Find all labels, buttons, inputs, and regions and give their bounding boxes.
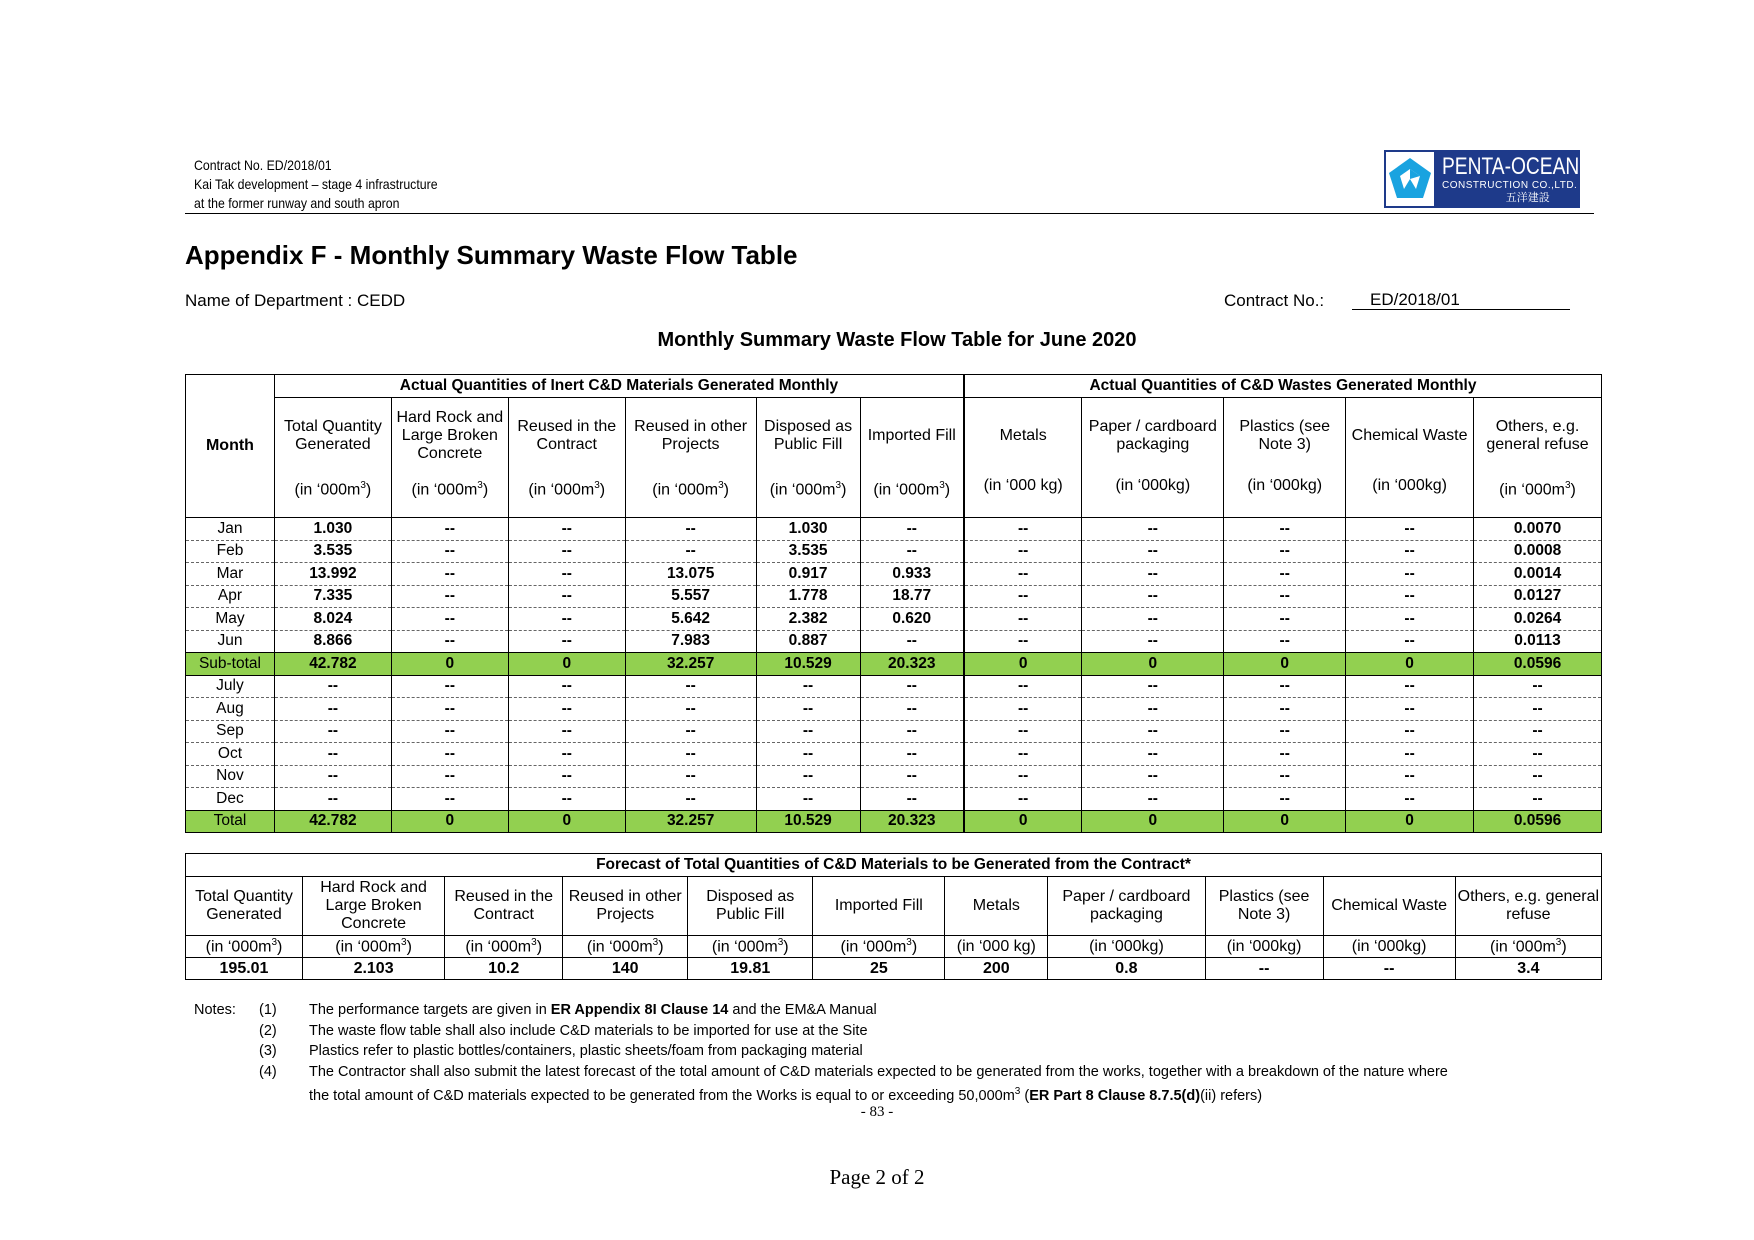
value-cell: -- [964, 608, 1082, 631]
value-cell: -- [1346, 585, 1474, 608]
value-cell: -- [1082, 743, 1224, 766]
column-unit: (in ‘$000m^3$) [1474, 474, 1602, 518]
value-cell: -- [1082, 675, 1224, 698]
forecast-column-header: Total Quantity Generated [186, 877, 303, 936]
value-cell: -- [1346, 540, 1474, 563]
value-cell: 8.024 [274, 608, 391, 631]
value-cell: -- [756, 698, 860, 721]
value-cell: -- [1346, 675, 1474, 698]
value-cell: 10.529 [756, 653, 860, 676]
value-cell: -- [391, 585, 508, 608]
column-header: Reused in the Contract [508, 398, 625, 475]
forecast-value-cell: -- [1205, 958, 1323, 980]
value-cell: -- [1224, 585, 1346, 608]
contract-value: ED/2018/01 [1352, 291, 1570, 310]
value-cell: 7.335 [274, 585, 391, 608]
month-cell: Apr [186, 585, 275, 608]
table-row [186, 788, 1602, 811]
table-row [186, 810, 1602, 833]
contract-number-line: Contract No. ED/2018/01 [194, 157, 332, 173]
month-cell: May [186, 608, 275, 631]
value-cell: -- [508, 585, 625, 608]
forecast-value-cell: 3.4 [1455, 958, 1601, 980]
value-cell: 0 [1224, 810, 1346, 833]
value-cell: -- [860, 788, 964, 811]
value-cell: -- [964, 585, 1082, 608]
value-cell: -- [1224, 698, 1346, 721]
note-text: The performance targets are given in ER Appendix 8I Clause 14 and the EM&A Manual [309, 1002, 877, 1018]
value-cell: -- [508, 540, 625, 563]
note-text: Plastics refer to plastic bottles/containers, plastic sheets/foam from packaging material [309, 1043, 863, 1059]
forecast-column-header: Imported Fill [813, 877, 945, 936]
month-cell: Dec [186, 788, 275, 811]
forecast-value-cell: 25 [813, 958, 945, 980]
value-cell: -- [508, 698, 625, 721]
forecast-table [185, 853, 1602, 980]
department-name: Name of Department : CEDD [185, 291, 406, 310]
value-cell: -- [964, 518, 1082, 541]
value-cell: -- [508, 788, 625, 811]
forecast-value-cell: 200 [945, 958, 1048, 980]
column-unit: (in ‘000kg) [1346, 474, 1474, 518]
value-cell: -- [1082, 720, 1224, 743]
value-cell: -- [860, 540, 964, 563]
table-subtitle: Monthly Summary Waste Flow Table for June 2020 [657, 329, 1137, 351]
document-page-number: - 83 - [860, 1104, 894, 1120]
value-cell: 1.778 [756, 585, 860, 608]
value-cell: -- [1474, 743, 1602, 766]
value-cell: 2.382 [756, 608, 860, 631]
value-cell: -- [1224, 540, 1346, 563]
value-cell: -- [1474, 765, 1602, 788]
value-cell: -- [1346, 788, 1474, 811]
page-footer: Page 2 of 2 [829, 1165, 925, 1189]
forecast-column-header: Plastics (see Note 3) [1205, 877, 1323, 936]
value-cell: -- [964, 540, 1082, 563]
month-cell: Sep [186, 720, 275, 743]
value-cell: -- [1224, 563, 1346, 586]
value-cell: -- [1082, 608, 1224, 631]
value-cell: -- [860, 630, 964, 653]
month-cell: Feb [186, 540, 275, 563]
value-cell: 18.77 [860, 585, 964, 608]
value-cell: -- [391, 675, 508, 698]
value-cell: 0 [1082, 810, 1224, 833]
value-cell: 5.642 [625, 608, 756, 631]
value-cell: 0.0127 [1474, 585, 1602, 608]
value-cell: -- [1474, 675, 1602, 698]
table-row [186, 743, 1602, 766]
forecast-column-header: Metals [945, 877, 1048, 936]
value-cell: -- [391, 630, 508, 653]
value-cell: -- [508, 608, 625, 631]
table-row [186, 653, 1602, 676]
value-cell: -- [860, 675, 964, 698]
project-line: Kai Tak development – stage 4 infrastructure [194, 176, 438, 192]
forecast-value-cell: -- [1323, 958, 1455, 980]
logo-name: PENTA-OCEAN [1442, 152, 1580, 180]
value-cell: -- [625, 675, 756, 698]
value-cell: -- [1082, 540, 1224, 563]
value-cell: -- [964, 743, 1082, 766]
value-cell: -- [964, 630, 1082, 653]
value-cell: -- [1224, 788, 1346, 811]
value-cell: -- [1346, 630, 1474, 653]
value-cell: 0.887 [756, 630, 860, 653]
header-divider [185, 213, 1594, 214]
value-cell: -- [964, 698, 1082, 721]
value-cell: -- [1082, 788, 1224, 811]
note-number: (3) [259, 1043, 277, 1059]
value-cell: 0 [391, 653, 508, 676]
value-cell: -- [274, 675, 391, 698]
value-cell: 0.917 [756, 563, 860, 586]
value-cell: -- [391, 743, 508, 766]
value-cell: 10.529 [756, 810, 860, 833]
column-unit: (in ‘$000m^3$) [274, 474, 391, 518]
note-number: (2) [259, 1022, 277, 1039]
forecast-column-header: Chemical Waste [1323, 877, 1455, 936]
forecast-group-header: Forecast of Total Quantities of C&D Materials to be Generated from the Contract* [186, 854, 1602, 877]
value-cell: -- [964, 563, 1082, 586]
column-unit: (in ‘$000m^3$) [508, 474, 625, 518]
column-header: Chemical Waste [1346, 398, 1474, 475]
value-cell: -- [1224, 675, 1346, 698]
value-cell: -- [508, 765, 625, 788]
contract-label: Contract No.: [1224, 291, 1325, 310]
forecast-value-cell: 0.8 [1048, 958, 1205, 980]
month-cell: Nov [186, 765, 275, 788]
value-cell: 0.0596 [1474, 653, 1602, 676]
notes-label: Notes: [194, 1002, 236, 1018]
forecast-value-cell: 140 [563, 958, 688, 980]
column-unit: (in ‘000kg) [1082, 474, 1224, 518]
value-cell: -- [756, 765, 860, 788]
value-cell: 7.983 [625, 630, 756, 653]
forecast-column-unit: (in ‘000kg) [1048, 936, 1205, 958]
month-cell: Aug [186, 698, 275, 721]
value-cell: -- [274, 720, 391, 743]
forecast-column-header: Reused in other Projects [563, 877, 688, 936]
value-cell: 0.933 [860, 563, 964, 586]
value-cell: -- [274, 698, 391, 721]
value-cell: 0 [1082, 653, 1224, 676]
value-cell: -- [1346, 608, 1474, 631]
month-cell: Sub-total [186, 653, 275, 676]
value-cell: 0.0113 [1474, 630, 1602, 653]
value-cell: -- [625, 518, 756, 541]
value-cell: 0.620 [860, 608, 964, 631]
value-cell: -- [274, 765, 391, 788]
value-cell: 3.535 [756, 540, 860, 563]
column-header: Imported Fill [860, 398, 964, 475]
value-cell: 0.0008 [1474, 540, 1602, 563]
column-header: Metals [964, 398, 1082, 475]
column-unit: (in ‘$000m^3$) [756, 474, 860, 518]
note-number: (4) [259, 1063, 277, 1080]
month-cell: Jun [186, 630, 275, 653]
value-cell: 20.323 [860, 810, 964, 833]
table-row [186, 540, 1602, 563]
value-cell: -- [964, 675, 1082, 698]
value-cell: -- [1224, 765, 1346, 788]
forecast-column-unit: (in ‘$000m^3$) [813, 936, 945, 958]
value-cell: -- [625, 698, 756, 721]
value-cell: -- [508, 518, 625, 541]
value-cell: 0 [391, 810, 508, 833]
value-cell: 0 [1224, 653, 1346, 676]
company-logo [1384, 150, 1580, 208]
table-row [186, 630, 1602, 653]
value-cell: 32.257 [625, 653, 756, 676]
value-cell: 0 [1346, 653, 1474, 676]
value-cell: -- [860, 698, 964, 721]
table-row [186, 765, 1602, 788]
value-cell: 20.323 [860, 653, 964, 676]
value-cell: 0.0264 [1474, 608, 1602, 631]
value-cell: 42.782 [274, 653, 391, 676]
logo-subname: CONSTRUCTION CO.,LTD. [1442, 179, 1578, 191]
value-cell: -- [1224, 743, 1346, 766]
value-cell: -- [1224, 518, 1346, 541]
value-cell: -- [391, 788, 508, 811]
value-cell: 0 [508, 653, 625, 676]
value-cell: -- [860, 765, 964, 788]
monthly-waste-flow-table [185, 374, 1602, 833]
value-cell: -- [1224, 630, 1346, 653]
value-cell: 13.075 [625, 563, 756, 586]
value-cell: -- [964, 720, 1082, 743]
value-cell: 0.0070 [1474, 518, 1602, 541]
value-cell: -- [756, 675, 860, 698]
value-cell: 32.257 [625, 810, 756, 833]
value-cell: 0 [964, 810, 1082, 833]
value-cell: 8.866 [274, 630, 391, 653]
value-cell: -- [625, 743, 756, 766]
table-row [186, 518, 1602, 541]
forecast-column-unit: (in ‘$000m^3$) [1455, 936, 1601, 958]
column-unit: (in ‘$000m^3$) [860, 474, 964, 518]
note-text: The Contractor shall also submit the latest forecast of the total amount of C&D materials expected to be generated from the works, together with a breakdown of the nature where [309, 1063, 1448, 1080]
value-cell: -- [1346, 698, 1474, 721]
column-header: Hard Rock and Large Broken Concrete [391, 398, 508, 475]
forecast-column-unit: (in ‘$000m^3$) [445, 936, 563, 958]
forecast-column-unit: (in ‘000kg) [1205, 936, 1323, 958]
value-cell: 0 [1346, 810, 1474, 833]
column-header: Disposed as Public Fill [756, 398, 860, 475]
value-cell: -- [1346, 743, 1474, 766]
column-header: Others, e.g. general refuse [1474, 398, 1602, 475]
value-cell: 0.0596 [1474, 810, 1602, 833]
value-cell: -- [274, 788, 391, 811]
value-cell: -- [860, 743, 964, 766]
value-cell: 0 [964, 653, 1082, 676]
logo-kanji: 五洋建設 [1505, 191, 1550, 204]
value-cell: -- [625, 720, 756, 743]
forecast-column-unit: (in ‘$000m^3$) [688, 936, 813, 958]
value-cell: -- [860, 518, 964, 541]
value-cell: -- [625, 765, 756, 788]
forecast-column-unit: (in ‘000kg) [1323, 936, 1455, 958]
value-cell: -- [391, 720, 508, 743]
value-cell: 0.0014 [1474, 563, 1602, 586]
month-cell: July [186, 675, 275, 698]
month-cell: Total [186, 810, 275, 833]
column-unit: (in ‘$000m^3$) [625, 474, 756, 518]
month-cell: Jan [186, 518, 275, 541]
month-cell: Mar [186, 563, 275, 586]
value-cell: 0 [508, 810, 625, 833]
value-cell: -- [508, 630, 625, 653]
value-cell: -- [625, 788, 756, 811]
column-header: Reused in other Projects [625, 398, 756, 475]
value-cell: -- [508, 563, 625, 586]
value-cell: -- [625, 540, 756, 563]
forecast-value-cell: 10.2 [445, 958, 563, 980]
value-cell: -- [964, 765, 1082, 788]
month-header: Month [186, 375, 275, 518]
column-unit: (in ‘$000m^3$) [391, 474, 508, 518]
table-row [186, 563, 1602, 586]
value-cell: -- [756, 743, 860, 766]
forecast-column-header: Others, e.g. general refuse [1455, 877, 1601, 936]
forecast-column-unit: (in ‘$000m^3$) [563, 936, 688, 958]
forecast-column-header: Paper / cardboard packaging [1048, 877, 1205, 936]
page-title: Appendix F - Monthly Summary Waste Flow Table [185, 240, 798, 270]
table-row [186, 698, 1602, 721]
value-cell: 42.782 [274, 810, 391, 833]
forecast-value-cell: 19.81 [688, 958, 813, 980]
value-cell: -- [756, 788, 860, 811]
value-cell: -- [391, 698, 508, 721]
table-row [186, 608, 1602, 631]
value-cell: -- [1474, 698, 1602, 721]
column-header: Total Quantity Generated [274, 398, 391, 475]
note-text: the total amount of C&D materials expected to be generated from the Works is equal to or exceeding $50,000m^3$ (ER Part 8 Clause 8.7.5(d)(ii) refers) [309, 1086, 1263, 1104]
location-line: at the former runway and south apron [194, 195, 400, 211]
note-number: (1) [259, 1002, 277, 1018]
table-row [186, 720, 1602, 743]
value-cell: -- [1082, 585, 1224, 608]
value-cell: -- [1082, 518, 1224, 541]
column-header: Plastics (see Note 3) [1224, 398, 1346, 475]
value-cell: -- [860, 720, 964, 743]
value-cell: 1.030 [756, 518, 860, 541]
value-cell: -- [1224, 608, 1346, 631]
column-header: Paper / cardboard packaging [1082, 398, 1224, 475]
inert-materials-group-header: Actual Quantities of Inert C&D Materials Generated Monthly [274, 375, 964, 398]
forecast-column-header: Reused in the Contract [445, 877, 563, 936]
value-cell: 13.992 [274, 563, 391, 586]
value-cell: -- [1346, 765, 1474, 788]
value-cell: -- [1346, 720, 1474, 743]
forecast-column-header: Hard Rock and Large Broken Concrete [302, 877, 444, 936]
value-cell: -- [1224, 720, 1346, 743]
value-cell: -- [391, 563, 508, 586]
value-cell: -- [1082, 698, 1224, 721]
value-cell: -- [508, 675, 625, 698]
value-cell: -- [1474, 788, 1602, 811]
forecast-column-unit: (in ‘000 kg) [945, 936, 1048, 958]
value-cell: -- [1346, 518, 1474, 541]
value-cell: -- [391, 608, 508, 631]
pentagon-logo-icon [1384, 150, 1436, 208]
value-cell: -- [1346, 563, 1474, 586]
value-cell: -- [508, 720, 625, 743]
value-cell: -- [508, 743, 625, 766]
forecast-value-cell: 2.103 [302, 958, 444, 980]
note-text: The waste flow table shall also include C&D materials to be imported for use at the Site [309, 1022, 868, 1039]
table-row [186, 585, 1602, 608]
value-cell: -- [756, 720, 860, 743]
value-cell: -- [274, 743, 391, 766]
column-unit: (in ‘000kg) [1224, 474, 1346, 518]
value-cell: -- [964, 788, 1082, 811]
value-cell: -- [391, 540, 508, 563]
value-cell: 5.557 [625, 585, 756, 608]
value-cell: -- [1474, 720, 1602, 743]
contract-header [194, 156, 438, 213]
forecast-column-unit: (in ‘$000m^3$) [186, 936, 303, 958]
value-cell: -- [1082, 563, 1224, 586]
column-unit: (in ‘000 kg) [964, 474, 1082, 518]
wastes-group-header: Actual Quantities of C&D Wastes Generated Monthly [964, 375, 1602, 398]
value-cell: -- [391, 765, 508, 788]
forecast-column-header: Disposed as Public Fill [688, 877, 813, 936]
table-row [186, 675, 1602, 698]
forecast-value-cell: 195.01 [186, 958, 303, 980]
value-cell: 1.030 [274, 518, 391, 541]
month-cell: Oct [186, 743, 275, 766]
value-cell: -- [391, 518, 508, 541]
value-cell: 3.535 [274, 540, 391, 563]
forecast-column-unit: (in ‘$000m^3$) [302, 936, 444, 958]
value-cell: -- [1082, 630, 1224, 653]
value-cell: -- [1082, 765, 1224, 788]
